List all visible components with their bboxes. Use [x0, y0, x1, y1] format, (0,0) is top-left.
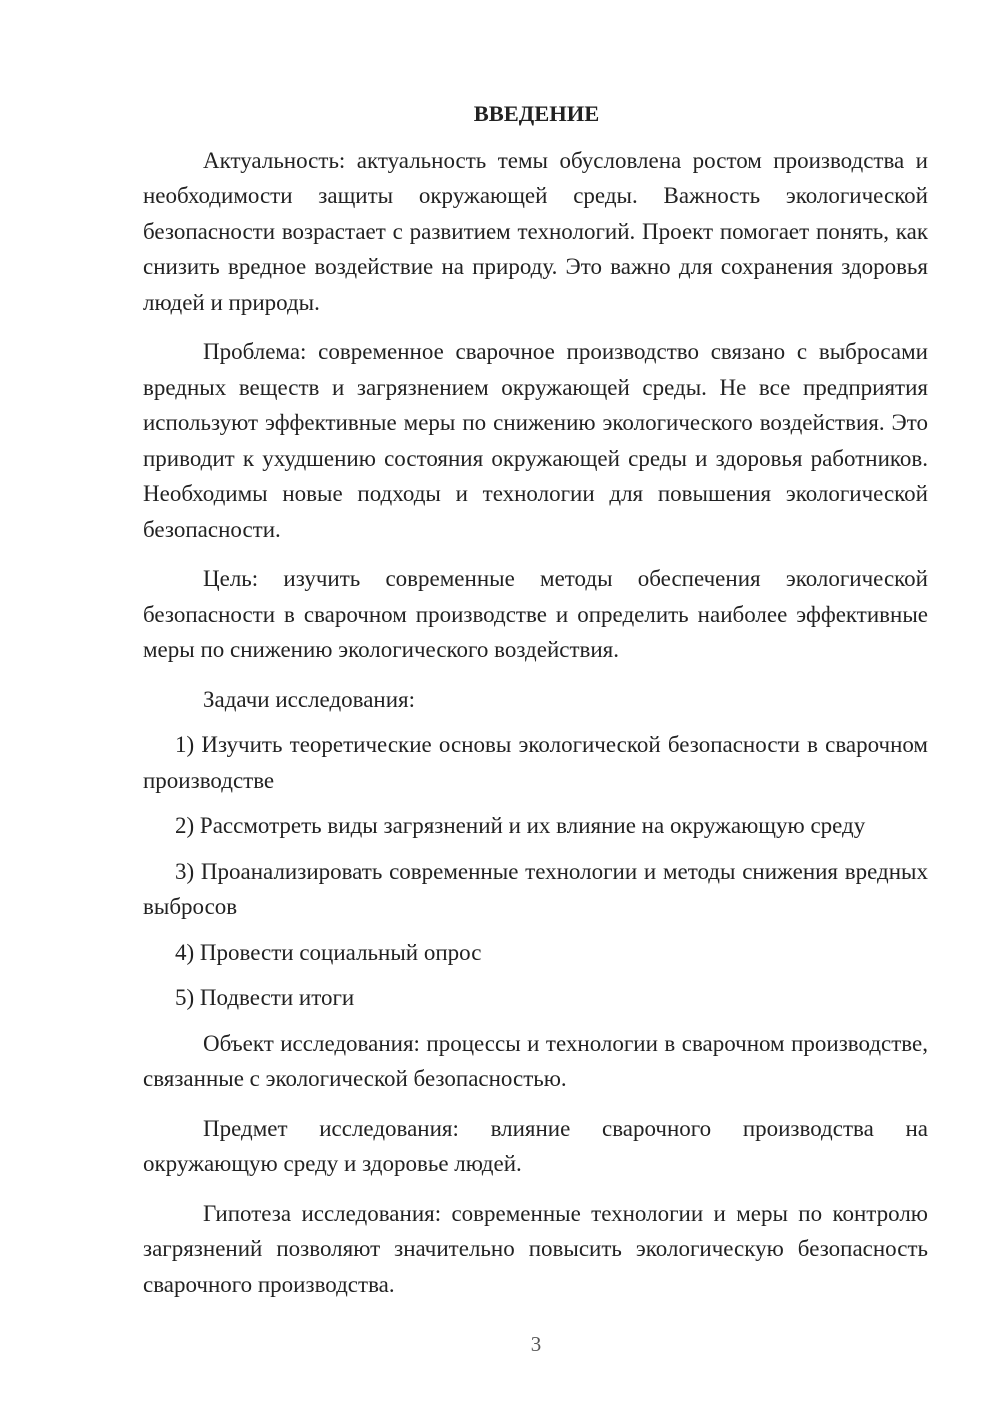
- goal-paragraph: Цель: изучить современные методы обеспечения экологической безопасности в сварочном производстве и определить наиболее эффективные меры по снижению экологического воздействия.: [143, 566, 928, 662]
- tasks-heading: Задачи исследования:: [203, 686, 416, 712]
- task-item-5: 5) Подвести итоги: [175, 985, 355, 1010]
- tasks-list: [143, 727, 928, 1016]
- page-body: [143, 96, 928, 1314]
- task-item-1: 1) Изучить теоретические основы экологической безопасности в сварочном производстве: [143, 732, 928, 793]
- task-item-3: 3) Проанализировать современные технологии и методы снижения вредных выбросов: [143, 858, 928, 919]
- task-item-4: 4) Провести социальный опрос: [175, 939, 482, 965]
- relevance-paragraph: Актуальность: актуальность темы обусловлена ростом производства и необходимости защиты окружающей среды. Важность экологической безопасности возрастает с развитием технологий. Проект помогает понять, как снизить вредное воздействие на природу. Это важно для сохранения здоровья людей и природы.: [143, 147, 928, 315]
- page-number: 3: [530, 1332, 542, 1356]
- problem-paragraph: Проблема: современное сварочное производство связано с выбросами вредных веществ и загрязнением окружающей среды. Не все предприятия используют эффективные меры по снижению экологического воздействия. Это приводит к ухудшению состояния окружающей среды и здоровья работников. Необходимы новые подходы и технологии для повышения экологической безопасности.: [143, 339, 928, 542]
- task-item-2: 2) Рассмотреть виды загрязнений и их влияние на окружающую среду: [175, 813, 866, 838]
- subject-paragraph: Предмет исследования: влияние сварочного производства на окружающую среду и здоровье людей.: [143, 1115, 928, 1176]
- object-paragraph: Объект исследования: процессы и технологии в сварочном производстве, связанные с экологической безопасностью.: [143, 1030, 928, 1091]
- page-title: ВВЕДЕНИЕ: [473, 101, 600, 126]
- hypothesis-paragraph: Гипотеза исследования: современные технологии и меры по контролю загрязнений позволяют значительно повысить экологическую безопасность сварочного производства.: [143, 1200, 928, 1297]
